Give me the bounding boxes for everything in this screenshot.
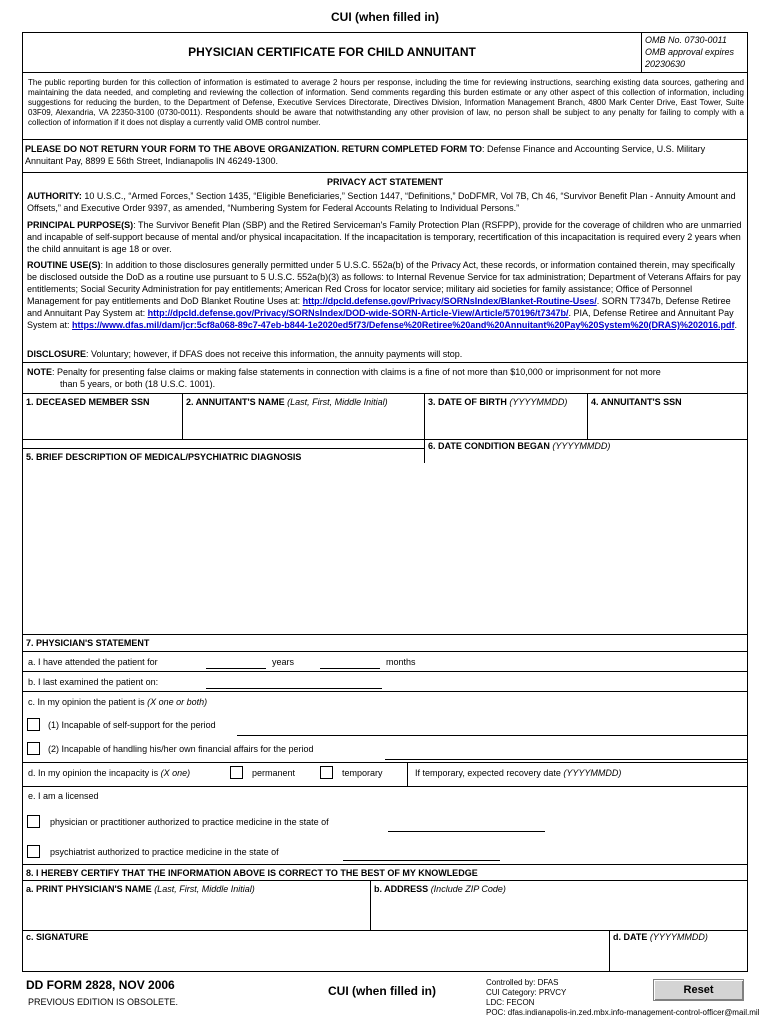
label-date-condition-began: 6. DATE CONDITION BEGAN (YYYYMMDD): [428, 441, 611, 451]
cui-control-block: Controlled by: DFAS CUI Category: PRVCY LDC: FECON POC: dfas.indianapolis-in.zed.mbx.info-management-control-officer@mail.mil: [486, 978, 760, 1017]
diagnosis-textarea[interactable]: [24, 464, 746, 632]
label-incapacity: d. In my opinion the incapacity is (X one): [28, 768, 191, 778]
label-date-of-birth: 3. DATE OF BIRTH (YYYYMMDD): [428, 397, 568, 407]
privacy-routine-uses: ROUTINE USE(S): In addition to those disclosures generally permitted under 5 U.S.C. 552a(b) of the Privacy Act, these records, or information contained therein, may specifically be disclosed outside the DoD as a routine use pursuant to 5 U.S.C. 552a(b)(3) as follows: to Internal Revenue Service for tax administration; Department of Veterans Affairs for pay entitlements; Social Security Administration for pay entitlements; American Red Cross for locator service; military aid societies for family assistance; Office of Personnel Management for pay entitlements and DoD Blanket Routine Uses at: http://dpcld.defense.gov/Privacy/SORNsIndex/Blanket-Routine-Uses/. SORN T7347b, Defense Retiree and Annuitant Pay System at: http://dpcld.defense.gov/Privacy/SORNsIndex/DOD-wide-SORN-Article-View/Article/570196/t7347b/. PIA, Defense Retiree and Annuitant Pay System at: https://www.dfas.mil/dam/jcr:5cf8a068-89c7-47eb-b844-1e2020ed5f73/Defense%20Retiree%20and%20Annuitant%20Pay%20System%20(DRAS)%202016.pdf.: [27, 260, 741, 330]
penalty-note: NOTE: Penalty for presenting false claims or making false statements in connection with claims is a fine of not more than $10,000 or imprisonment for not more than 5 years, or both (18 U.S.C. 1001).: [27, 367, 661, 389]
link-sorn-t7347b[interactable]: http://dpcld.defense.gov/Privacy/SORNsIndex/DOD-wide-SORN-Article-View/Article/570196/t7347b/: [147, 308, 569, 318]
financial-period-input[interactable]: [385, 759, 747, 760]
label-recovery-date: If temporary, expected recovery date (YYYYMMDD): [415, 768, 622, 778]
last-examined-input[interactable]: [206, 688, 382, 689]
privacy-heading: PRIVACY ACT STATEMENT: [326, 177, 443, 187]
certify-heading: 8. I HEREBY CERTIFY THAT THE INFORMATION ABOVE IS CORRECT TO THE BEST OF MY KNOWLEDGE: [26, 868, 478, 878]
label-annuitant-name: 2. ANNUITANT'S NAME (Last, First, Middle Initial): [186, 397, 388, 407]
label-psychiatrist: psychiatrist authorized to practice medicine in the state of: [50, 847, 279, 857]
label-months: months: [386, 657, 416, 667]
label-signature: c. SIGNATURE: [26, 932, 89, 942]
label-permanent: permanent: [252, 768, 296, 778]
annuitant-name-input[interactable]: [184, 409, 422, 437]
return-notice: PLEASE DO NOT RETURN YOUR FORM TO THE ABOVE ORGANIZATION. RETURN COMPLETED FORM TO: Defense Finance and Accounting Service, U.S. Military Annuitant Pay, 8899 E 56th Street, Indianapolis IN 46249-1300.: [25, 144, 706, 166]
label-attended: a. I have attended the patient for: [28, 657, 158, 667]
form-number: DD FORM 2828, NOV 2006: [26, 978, 175, 992]
label-incapable-financial: (2) Incapable of handling his/her own financial affairs for the period: [48, 744, 314, 754]
self-support-period-input[interactable]: [237, 735, 747, 736]
physician-practitioner-checkbox[interactable]: [27, 815, 40, 828]
physician-statement-heading: 7. PHYSICIAN'S STATEMENT: [26, 638, 150, 648]
months-input[interactable]: [320, 668, 380, 669]
incapable-financial-checkbox[interactable]: [27, 742, 40, 755]
label-address: b. ADDRESS (Include ZIP Code): [374, 884, 506, 894]
privacy-disclosure: DISCLOSURE: Voluntary; however, if DFAS does not receive this information, the annuity payments will stop.: [27, 349, 463, 359]
burden-statement: The public reporting burden for this collection of information is estimated to average 2 hours per response, including the time for reviewing instructions, searching existing data sources, gathering and maintaining the data needed, and completing and reviewing the collection of information. Send comments regarding this burden estimate or any other aspect of this collection of information, including suggestions for reducing the burden, to the Department of Defense, Executive Services Directorate, Directives Division, Information Management Branch, 4800 Mark Center Drive, East Tower, Suite 03F09, Alexandria, VA 22350-3100 (0730-0011). Respondents should be aware that notwithstanding any other provision of law, no person shall be subject to any penalty for failing to comply with a collection of information if it does not display a currently valid OMB control number.: [28, 78, 744, 127]
signature-field[interactable]: [24, 944, 608, 970]
label-date: d. DATE (YYYYMMDD): [613, 932, 708, 942]
label-incapable-self-support: (1) Incapable of self-support for the period: [48, 720, 216, 730]
psychiatrist-state-input[interactable]: [343, 860, 500, 861]
annuitant-ssn-input[interactable]: [589, 409, 746, 437]
member-ssn-input[interactable]: [24, 409, 180, 437]
label-temporary: temporary: [342, 768, 383, 778]
label-physician-practitioner: physician or practitioner authorized to practice medicine in the state of: [50, 817, 329, 827]
recovery-date-input[interactable]: [650, 764, 746, 784]
psychiatrist-checkbox[interactable]: [27, 845, 40, 858]
label-last-examined: b. I last examined the patient on:: [28, 677, 159, 687]
label-diagnosis: 5. BRIEF DESCRIPTION OF MEDICAL/PSYCHIATRIC DIAGNOSIS: [26, 452, 302, 462]
label-years: years: [272, 657, 295, 667]
link-blanket-routine-uses[interactable]: http://dpcld.defense.gov/Privacy/SORNsIndex/Blanket-Routine-Uses/: [302, 296, 597, 306]
date-input[interactable]: [611, 944, 746, 970]
privacy-purpose: PRINCIPAL PURPOSE(S): The Survivor Benefit Plan (SBP) and the Retired Serviceman's Family Protection Plan (RSFPP), provide for the coverage of children who are unmarried and incapable of self-support because of mental and/or physical incapacitation. If the incapacitation is temporary, recertification of this incapacitation is required every 2 years when the child annuitant is age 18 or over.: [27, 220, 742, 254]
reset-button[interactable]: Reset: [653, 979, 744, 1001]
incapable-self-support-checkbox[interactable]: [27, 718, 40, 731]
temporary-checkbox[interactable]: [320, 766, 333, 779]
label-member-ssn: 1. DECEASED MEMBER SSN: [26, 397, 150, 407]
label-annuitant-ssn: 4. ANNUITANT'S SSN: [591, 397, 682, 407]
previous-edition: PREVIOUS EDITION IS OBSOLETE.: [28, 997, 179, 1007]
label-physician-name: a. PRINT PHYSICIAN'S NAME (Last, First, Middle Initial): [26, 884, 255, 894]
link-pia-dras[interactable]: https://www.dfas.mil/dam/jcr:5cf8a068-89c7-47eb-b844-1e2020ed5f73/Defense%20Retiree%20and%20Annuitant%20Pay%20System%20(DRAS)%202016.pdf: [72, 320, 735, 330]
label-licensed: e. I am a licensed: [28, 791, 99, 801]
omb-info: OMB No. 0730-0011 OMB approval expires 20230630: [645, 35, 735, 69]
years-input[interactable]: [206, 668, 266, 669]
physician-name-input[interactable]: [24, 896, 368, 928]
form-title: PHYSICIAN CERTIFICATE FOR CHILD ANNUITANT: [188, 45, 476, 59]
cui-header: CUI (when filled in): [331, 10, 439, 24]
label-opinion-patient: c. In my opinion the patient is (X one or both): [28, 697, 208, 707]
cui-footer: CUI (when filled in): [328, 984, 436, 998]
permanent-checkbox[interactable]: [230, 766, 243, 779]
date-of-birth-input[interactable]: [426, 409, 585, 437]
privacy-authority: AUTHORITY: 10 U.S.C., “Armed Forces,” Section 1435, “Eligible Beneficiaries,” Section 1447, “Definitions,” DoDFMR, Vol 7B, Ch 46, “Survivor Benefit Plan - Annuity Amount and Offsets,” and Executive Order 9397, as amended, “Numbering System for Federal Accounts Relating to Individual Persons.”: [27, 191, 736, 213]
physician-state-input[interactable]: [388, 831, 545, 832]
